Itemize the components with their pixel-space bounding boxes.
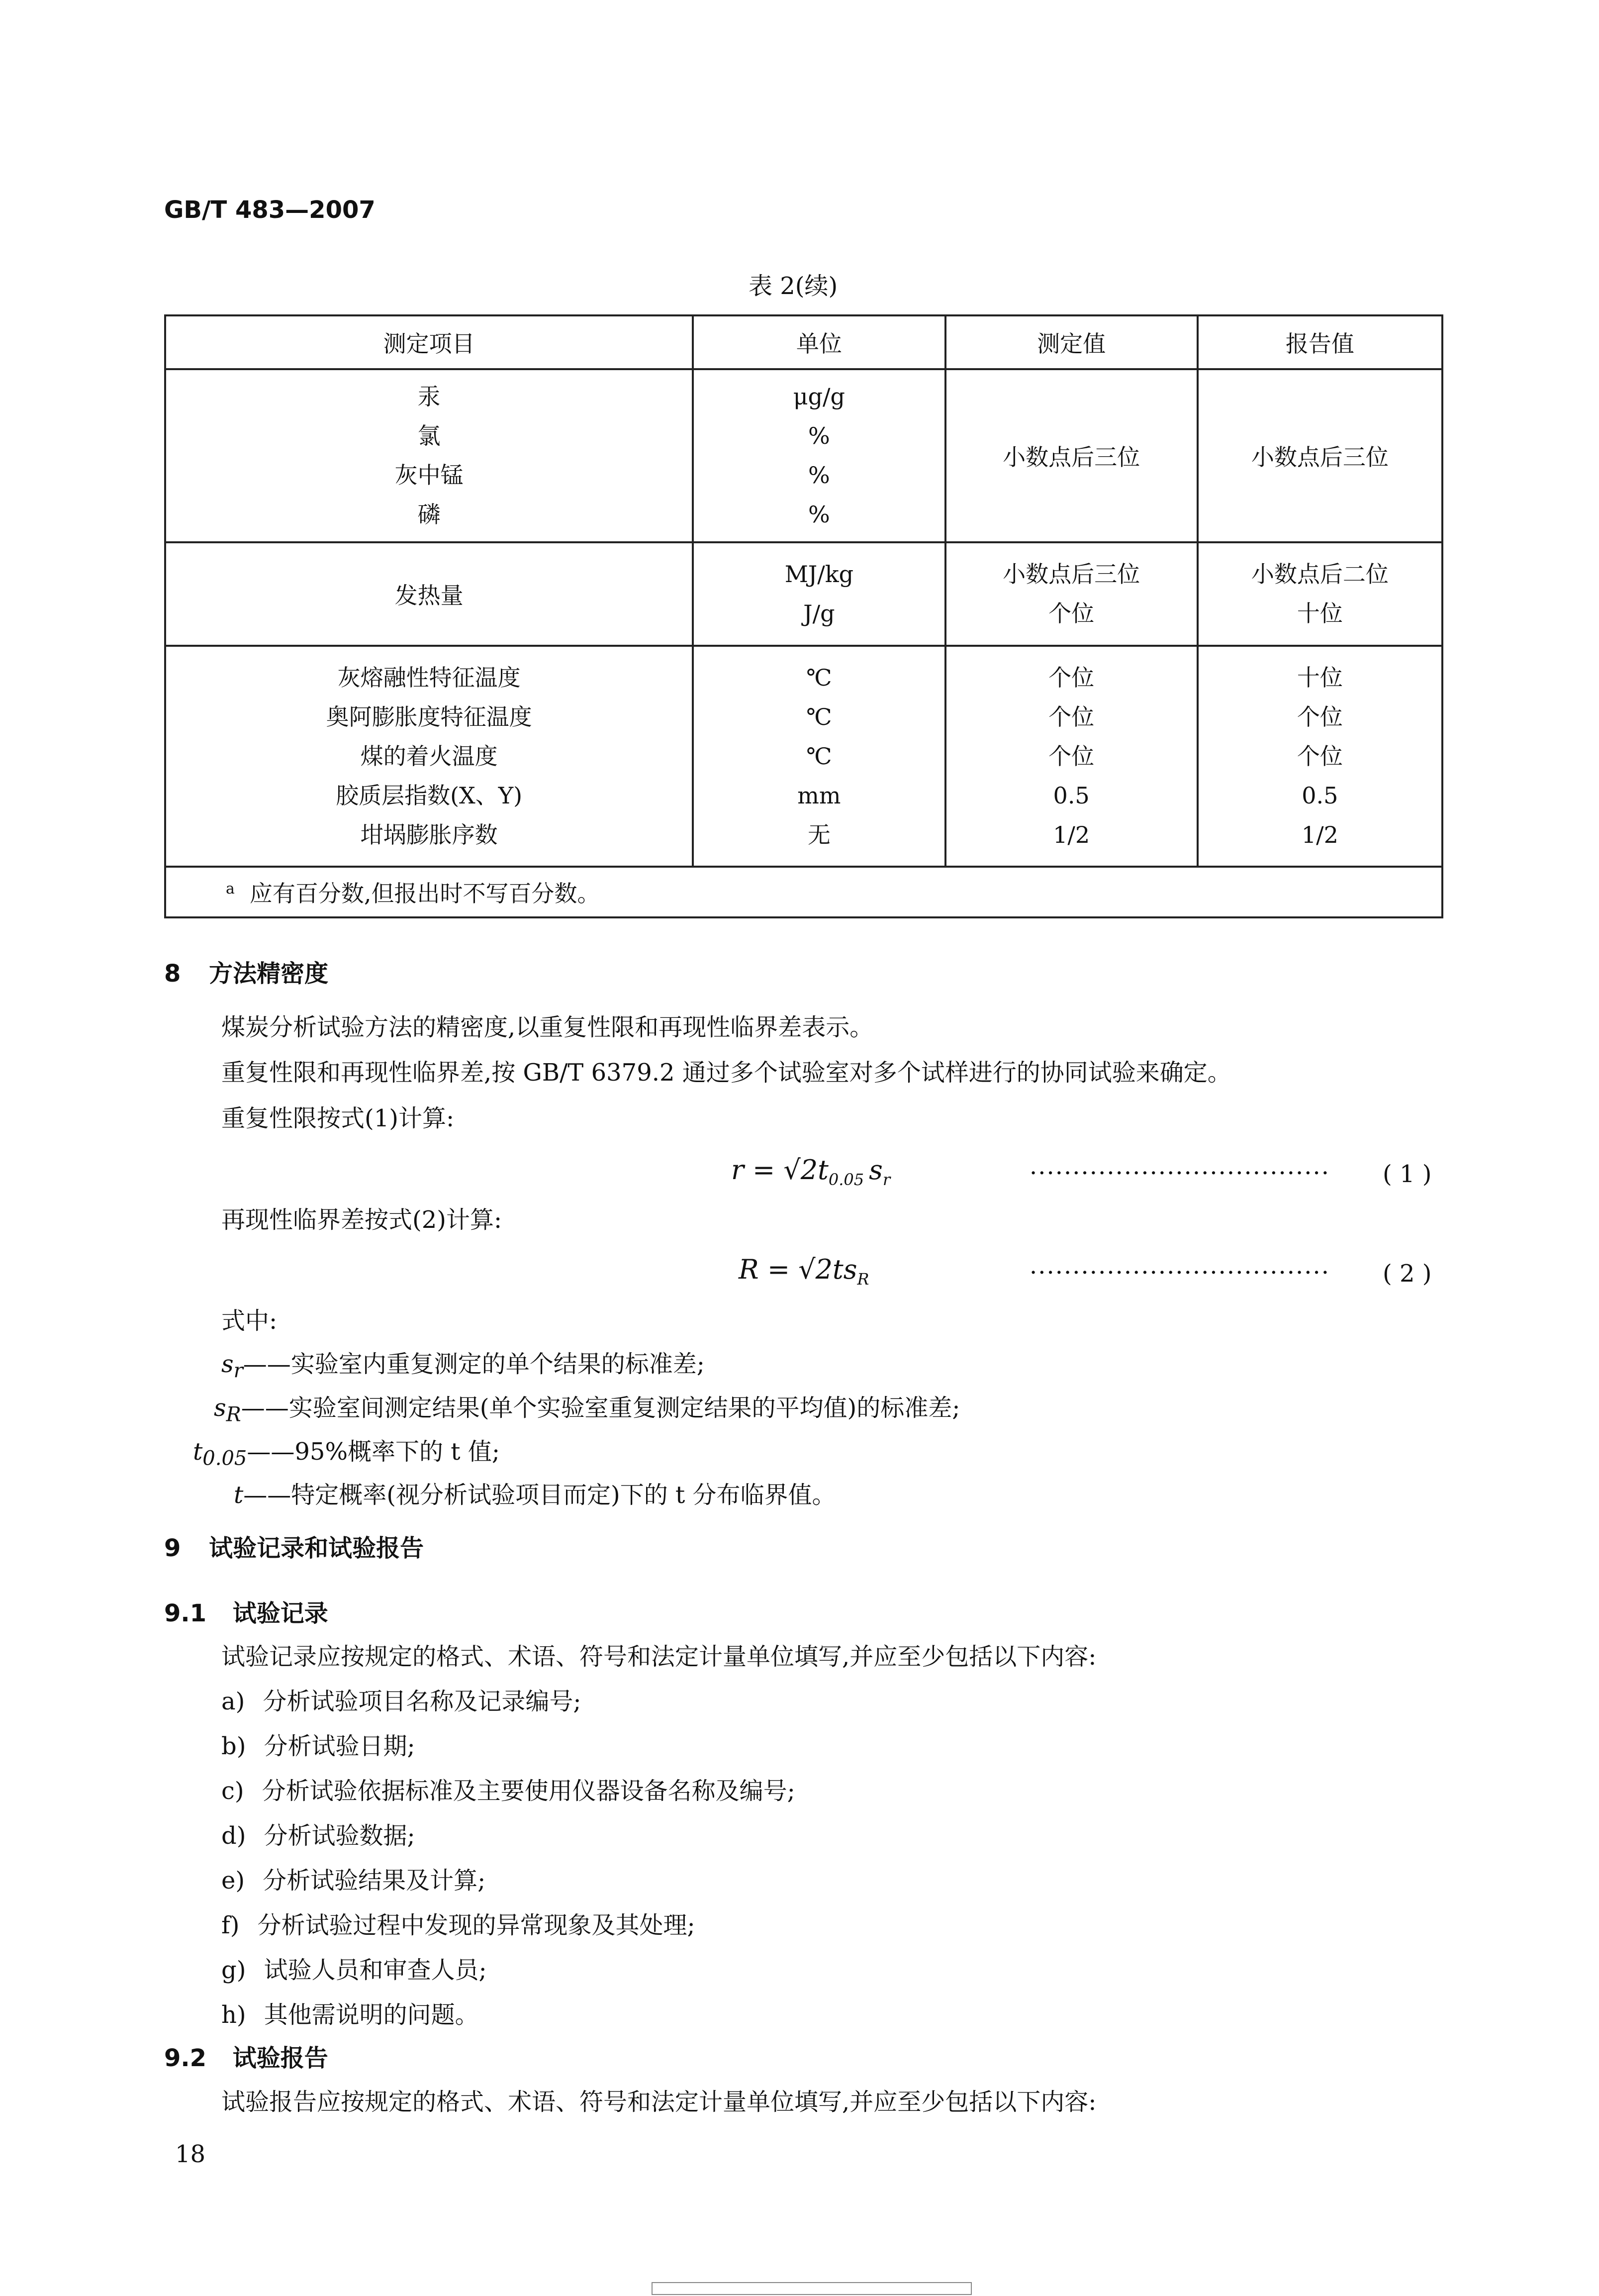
col-header-unit: 单位: [693, 315, 945, 369]
item-heat-value: 发热量: [165, 542, 693, 646]
list-item-h-text: 其他需说明的问题。: [264, 2001, 479, 2029]
section-8-p2: 重复性限和再现性临界差,按 GB/T 6379.2 通过多个试验室对多个试样进行的协同试验来确定。: [221, 1059, 1231, 1087]
unit-crucible-swelling: 无: [807, 821, 831, 848]
list-item-a-label: a): [221, 1688, 245, 1715]
cell-units: [693, 542, 945, 646]
list-item-b: [221, 1731, 415, 1761]
item-ash-fusion: 灰熔融性特征温度: [337, 664, 521, 691]
equation-2-number: ( 2 ): [1383, 1260, 1432, 1288]
definition-t-symbol: t: [234, 1481, 244, 1509]
table-row-group1: [165, 369, 1442, 542]
cell-reported: 小数点后三位: [1198, 369, 1442, 542]
reported-j-g: 十位: [1297, 600, 1343, 627]
page-number: 18: [175, 2140, 206, 2168]
definition-t: [234, 1480, 836, 1510]
col-header-measured: 测定值: [945, 315, 1198, 369]
section-9-1-number: 9.1: [164, 1599, 207, 1627]
reported-audibert-arnu: 个位: [1297, 703, 1343, 730]
measured-plastometric: 0.5: [1053, 782, 1090, 809]
footnote-text: 应有百分数,但报出时不写百分数。: [249, 880, 600, 907]
measured-j-g: 个位: [1048, 600, 1095, 627]
equation-1-tail: s: [869, 1154, 883, 1186]
item-audibert-arnu: 奥阿膨胀度特征温度: [326, 703, 532, 730]
definition-t005-symbol: t: [193, 1438, 203, 1466]
definition-sr-symbol: s: [221, 1350, 234, 1378]
equation-1-tail-sub: r: [882, 1170, 891, 1189]
section-8-p3: 重复性限按式(1)计算:: [221, 1104, 455, 1132]
col-header-reported: 报告值: [1198, 315, 1442, 369]
equation-1-sub: 0.05: [828, 1170, 864, 1189]
scan-watermark-strip: [652, 2282, 972, 2295]
definition-sr-dash: ——: [243, 1350, 291, 1378]
section-9-1-text: 试验记录应按规定的格式、术语、符号和法定计量单位填写,并应至少包括以下内容:: [221, 1643, 1097, 1671]
unit-j-g: J/g: [803, 600, 835, 627]
definition-t005-dash: ——: [247, 1438, 295, 1466]
unit-ash-fusion: ℃: [806, 664, 832, 691]
list-item-b-text: 分析试验日期;: [264, 1732, 415, 1760]
equation-1-number: ( 1 ): [1383, 1160, 1432, 1188]
list-item-e-label: e): [221, 1867, 245, 1895]
unit-phosphorus: %: [808, 501, 830, 528]
equation-1: [731, 1154, 890, 1189]
section-9-2-heading: [164, 2043, 328, 2073]
list-item-e: [221, 1866, 485, 1896]
equation-2-leader: ···································: [1030, 1259, 1330, 1287]
unit-manganese: %: [808, 462, 830, 489]
unit-plastometric: mm: [797, 782, 841, 809]
list-item-c: [221, 1776, 795, 1806]
measured-audibert-arnu: 个位: [1048, 703, 1095, 730]
item-crucible-swelling: 坩埚膨胀序数: [360, 821, 498, 848]
list-item-e-text: 分析试验结果及计算;: [263, 1867, 486, 1895]
precision-table: [164, 314, 1443, 918]
list-item-d-label: d): [221, 1822, 246, 1850]
definition-t005: [193, 1437, 500, 1474]
list-item-f-label: f): [221, 1911, 240, 1939]
reported-mj-kg: 小数点后二位: [1251, 561, 1389, 588]
definition-t005-sub: 0.05: [202, 1447, 247, 1470]
list-item-g-label: g): [221, 1956, 246, 1984]
measured-ash-fusion: 个位: [1048, 664, 1095, 691]
definition-sR-symbol: s: [214, 1394, 226, 1422]
item-plastometric: 胶质层指数(X、Y): [336, 782, 523, 809]
section-9-1-title: 试验记录: [232, 1599, 328, 1627]
cell-measured: [945, 646, 1198, 867]
section-8-number: 8: [164, 960, 181, 988]
footnote-mark: a: [226, 880, 235, 898]
cell-measured: 小数点后三位: [945, 369, 1198, 542]
reported-ash-fusion: 十位: [1297, 664, 1343, 691]
cell-reported: [1198, 542, 1442, 646]
unit-ignition: ℃: [806, 742, 832, 770]
cell-reported: [1198, 646, 1442, 867]
item-ignition: 煤的着火温度: [360, 742, 498, 770]
table-row-group2: [165, 542, 1442, 646]
equation-2-sub: R: [857, 1269, 869, 1289]
section-8-p4: 再现性临界差按式(2)计算:: [221, 1206, 502, 1234]
equation-2-body: R = √2ts: [739, 1254, 857, 1285]
list-item-g-text: 试验人员和审查人员;: [264, 1956, 487, 1984]
section-9-1-heading: [164, 1598, 328, 1628]
definition-sr-sub: r: [233, 1359, 243, 1383]
definition-sR-text: 实验室间测定结果(单个实验室重复测定结果的平均值)的标准差;: [288, 1394, 960, 1422]
item-chlorine: 氯: [417, 422, 441, 449]
table-header-row: [165, 315, 1442, 369]
section-9-title: 试验记录和试验报告: [209, 1534, 424, 1562]
definition-sR: [214, 1393, 960, 1430]
cell-units: [693, 646, 945, 867]
reported-ignition: 个位: [1297, 742, 1343, 770]
list-item-b-label: b): [221, 1732, 246, 1760]
list-item-c-text: 分析试验依据标准及主要使用仪器设备名称及编号;: [262, 1777, 795, 1805]
cell-measured: [945, 542, 1198, 646]
table-caption: 表 2(续): [749, 272, 838, 300]
list-item-a-text: 分析试验项目名称及记录编号;: [263, 1688, 581, 1715]
list-item-d-text: 分析试验数据;: [264, 1822, 415, 1850]
section-9-2-number: 9.2: [164, 2044, 207, 2072]
definition-sR-sub: R: [226, 1403, 241, 1426]
unit-mj-kg: MJ/kg: [784, 561, 854, 588]
col-header-item: 测定项目: [165, 315, 693, 369]
list-item-f: [221, 1910, 695, 1940]
list-item-g: [221, 1955, 487, 1985]
list-item-a: [221, 1687, 581, 1716]
item-manganese: 灰中锰: [394, 462, 464, 489]
measured-mj-kg: 小数点后三位: [1003, 561, 1140, 588]
section-8-heading: [164, 959, 328, 989]
item-mercury: 汞: [417, 383, 441, 410]
measured-crucible-swelling: 1/2: [1053, 821, 1090, 848]
reported-crucible-swelling: 1/2: [1301, 821, 1338, 848]
definition-t-text: 特定概率(视分析试验项目而定)下的 t 分布临界值。: [291, 1481, 836, 1509]
list-item-d: [221, 1821, 415, 1851]
cell-items: [165, 646, 693, 867]
definition-sr: [221, 1349, 705, 1386]
reported-plastometric: 0.5: [1302, 782, 1338, 809]
list-item-h: [221, 2000, 479, 2030]
section-9-heading: [164, 1533, 424, 1563]
equation-1-body: r = √2t: [731, 1154, 829, 1186]
unit-audibert-arnu: ℃: [806, 703, 832, 730]
section-8-p1: 煤炭分析试验方法的精密度,以重复性限和再现性临界差表示。: [221, 1013, 874, 1041]
section-9-2-text: 试验报告应按规定的格式、术语、符号和法定计量单位填写,并应至少包括以下内容:: [221, 2088, 1097, 2116]
item-phosphorus: 磷: [417, 501, 441, 528]
section-8-title: 方法精密度: [209, 960, 329, 988]
where-label: 式中:: [221, 1307, 278, 1335]
definition-t005-text: 95%概率下的 t 值;: [294, 1438, 500, 1466]
standard-code: GB/T 483—2007: [164, 196, 376, 224]
list-item-f-text: 分析试验过程中发现的异常现象及其处理;: [257, 1911, 695, 1939]
section-9-number: 9: [164, 1534, 181, 1562]
section-9-2-title: 试验报告: [232, 2044, 328, 2072]
equation-2: [739, 1254, 869, 1289]
definition-t-dash: ——: [243, 1481, 291, 1509]
list-item-h-label: h): [221, 2001, 246, 2029]
table-row-group3: [165, 646, 1442, 867]
table-footnote-row: [165, 867, 1442, 917]
list-item-c-label: c): [221, 1777, 244, 1805]
unit-mercury: μg/g: [793, 383, 846, 410]
measured-ignition: 个位: [1048, 742, 1095, 770]
cell-units: [693, 369, 945, 542]
definition-sR-dash: ——: [241, 1394, 289, 1422]
equation-1-leader: ···································: [1030, 1159, 1330, 1187]
cell-items: [165, 369, 693, 542]
definition-sr-text: 实验室内重复测定的单个结果的标准差;: [290, 1350, 705, 1378]
unit-chlorine: %: [808, 422, 830, 449]
